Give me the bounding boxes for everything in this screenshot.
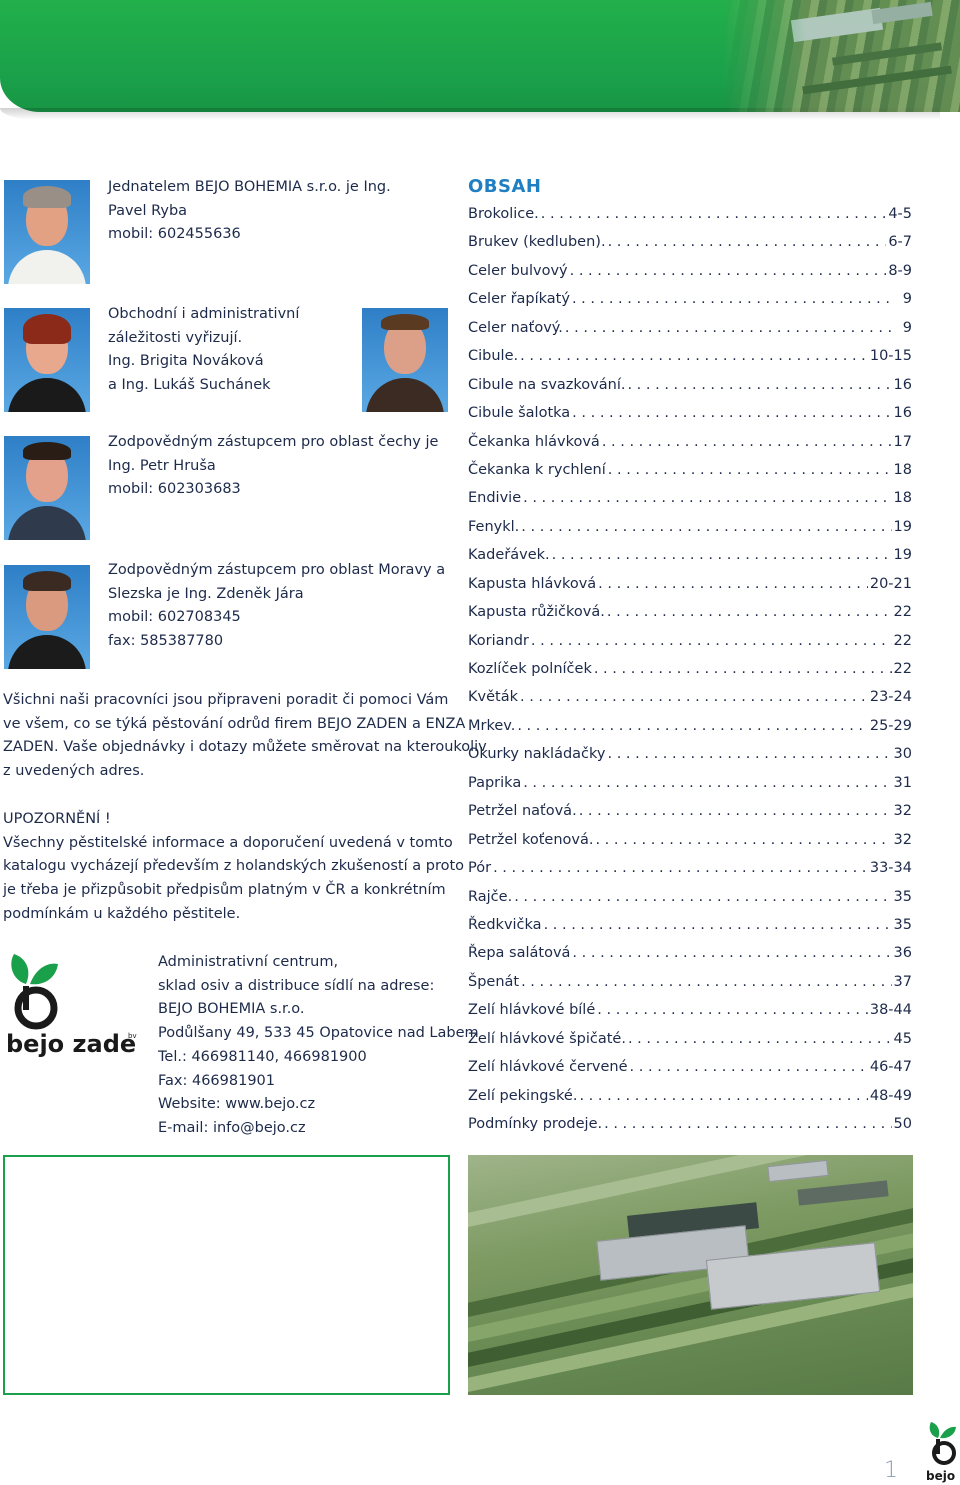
toc-leader-dots [604,1116,891,1132]
toc-entry-page: 22 [893,632,912,649]
toc-entry [468,661,912,689]
toc-entry-page: 9 [902,319,912,336]
text-line: Ing. Petr Hruša [108,457,216,474]
toc-entry [468,974,912,1002]
text-line: Zodpovědným zástupcem pro oblast Moravy a [108,562,446,578]
toc-entry-page: 22 [893,604,912,621]
text-line: podmínkám u každého pěstitele. [3,905,241,922]
toc-leader-dots [572,405,891,421]
toc-entry [468,860,912,888]
toc-entry [468,320,912,348]
toc-leader-dots [572,291,894,307]
toc-entry [468,263,912,291]
toc-entry-page: 4-5 [888,206,912,222]
toc-entry [468,519,912,547]
toc-entry-page: 32 [893,831,912,848]
intro-paragraph [3,689,487,784]
toc-entry-page: 31 [893,774,912,791]
fax: Fax: 466981901 [158,1072,275,1089]
text-line: Pavel Ryba [108,202,188,219]
toc-entry-page: 23-24 [869,689,912,706]
toc-leader-dots [579,1088,867,1104]
toc-leader-dots [570,263,887,279]
logo-wordmark: bejo zade [6,1030,137,1058]
street-address: Podůlšany 49, 533 45 Opatovice nad Labem [158,1025,479,1042]
toc-entry-name: Zelí pekingské. [468,1087,578,1104]
portrait-lukas-suchanek [362,308,448,412]
toc-entry [468,889,912,917]
toc-entry-page: 10-15 [869,348,912,365]
portrait-pavel-ryba [4,180,90,284]
toc-entry-page: 6-7 [888,234,912,251]
bejo-zaden-logo [4,950,138,1058]
company-name: BEJO BOHEMIA s.r.o. [158,1001,305,1018]
toc-leader-dots [541,206,887,222]
text-line: Všechny pěstitelské informace a doporučení uvedená v tomto [3,834,453,851]
toc-entry-name: Zelí hlávkové špičaté. [468,1030,626,1047]
toc-leader-dots [565,320,894,336]
text-line: mobil: 602303683 [108,481,241,498]
text-line: z uvedených adres. [3,763,145,780]
toc-entry [468,689,912,717]
website: Website: www.bejo.cz [158,1096,316,1113]
toc-entry [468,462,912,490]
toc-entry-page: 25-29 [869,717,912,734]
toc-entry-page: 45 [893,1030,912,1047]
toc-entry-name: Kapusta růžičková. [468,604,605,621]
bejo-small-logo [924,1420,960,1484]
toc-entry-name: Celer řapíkatý [468,291,570,308]
toc-entry-name: Petržel koťenová. [468,831,594,848]
toc-entry [468,775,912,803]
email: E-mail: info@bejo.cz [158,1119,306,1136]
toc-leader-dots [517,718,868,734]
text-line: katalogu vycházejí především z holandských zkušeností a proto [3,858,465,875]
toc-entry-page: 46-47 [869,1059,912,1076]
table-of-contents [468,206,912,1144]
toc-entry-page: 30 [893,746,912,763]
toc-leader-dots [521,974,891,990]
toc-leader-dots [607,604,892,620]
toc-entry-page: 19 [893,547,912,564]
toc-entry-name: Brukev (kedluben). [468,234,606,251]
text-line: Ing. Brigita Nováková [108,353,264,370]
toc-entry-name: Celer naťový. [468,319,563,336]
text-line: mobil: 602455636 [108,226,241,243]
aerial-photo-headquarters [468,1155,913,1395]
toc-entry-name: Okurky nakládačky [468,746,606,763]
toc-entry-name: Fenykl. [468,518,520,535]
toc-leader-dots [544,917,892,933]
toc-entry-page: 32 [893,803,912,820]
toc-entry [468,604,912,632]
toc-entry [468,718,912,746]
toc-entry [468,746,912,774]
toc-leader-dots [523,490,891,506]
toc-entry-name: Ředkvička [468,916,542,933]
toc-entry-name: Zelí hlávkové bílé [468,1002,596,1019]
toc-entry-page: 8-9 [888,262,912,279]
contact-administration [108,303,299,398]
text-line: fax: 585387780 [108,633,224,650]
toc-entry [468,348,912,376]
toc-leader-dots [514,889,891,905]
toc-entry [468,832,912,860]
toc-entry-page: 18 [893,490,912,507]
toc-entry [468,803,912,831]
portrait-zdenek-jara [4,565,90,669]
toc-entry [468,1031,912,1059]
toc-entry [468,576,912,604]
toc-leader-dots [520,348,868,364]
text-line: a Ing. Lukáš Suchánek [108,377,271,394]
toc-entry-page: 18 [893,461,912,478]
phone: Tel.: 466981140, 466981900 [158,1048,367,1065]
toc-entry-page: 9 [902,291,912,308]
notice-heading: UPOZORNĚNÍ ! [3,811,111,827]
toc-entry-name: Kozlíček polníček [468,661,592,677]
toc-entry-page: 38-44 [869,1002,912,1019]
text-line: Obchodní i administrativní [108,306,300,322]
text-line: Zodpovědným zástupcem pro oblast čechy je [108,434,439,450]
toc-leader-dots [598,576,868,592]
toc-leader-dots [594,661,892,677]
toc-entry-page: 22 [893,661,912,677]
toc-entry-name: Cibule. [468,348,519,365]
toc-entry-page: 35 [893,916,912,933]
toc-entry [468,377,912,405]
text-line: ve všem, co se týká pěstování odrůd firem BEJO ZADEN a ENZA [3,715,466,732]
toc-leader-dots [521,519,891,535]
toc-leader-dots [531,633,892,649]
toc-entry-name: Špenát [468,973,520,990]
toc-entry-page: 33-34 [869,860,912,877]
toc-leader-dots [552,547,892,563]
text-line: sklad osiv a distribuce sídlí na adrese: [158,977,435,994]
toc-leader-dots [493,860,868,876]
toc-entry-name: Mrkev. [468,717,516,734]
toc-entry-name: Cibule šalotka [468,405,571,422]
text-line: ZADEN. Vaše objednávky i dotazy můžete směrovat na kteroukoliv [3,739,487,756]
page-number: 1 [884,1458,898,1483]
toc-leader-dots [572,945,891,961]
toc-entry-page: 19 [893,518,912,535]
toc-entry [468,234,912,262]
toc-entry-name: Čekanka hlávková [468,433,600,450]
toc-entry [468,291,912,319]
toc-entry [468,1116,912,1144]
toc-entry [468,633,912,661]
toc-entry-page: 20-21 [869,575,912,592]
toc-entry [468,1059,912,1087]
toc-leader-dots [597,1002,868,1018]
toc-entry-name: Rajče. [468,888,513,905]
toc-leader-dots [595,832,891,848]
toc-entry-name: Zelí hlávkové červené [468,1059,628,1076]
toc-entry [468,917,912,945]
toc-entry-page: 48-49 [869,1087,912,1104]
toc-entry-name: Paprika [468,774,522,791]
address-block [158,951,479,1141]
toc-leader-dots [523,775,891,791]
toc-entry [468,1088,912,1116]
toc-leader-dots [608,462,892,478]
toc-entry-page: 36 [893,945,912,962]
toc-entry-name: Endivie [468,490,522,507]
toc-entry-name: Podmínky prodeje. [468,1116,603,1132]
toc-leader-dots [608,746,892,762]
toc-entry-name: Cibule na svazkování. [468,376,626,393]
contact-director [108,176,391,247]
toc-entry-name: Petržel naťová. [468,803,577,820]
toc-entry-name: Květák [468,689,518,706]
toc-leader-dots [579,803,892,819]
text-line: Všichni naši pracovníci jsou připraveni poradit či pomoci Vám [3,692,449,708]
toc-leader-dots [520,689,868,705]
toc-entry-name: Brokolice. [468,206,539,222]
text-line: záležitosti vyřizují. [108,329,243,346]
small-logo-wordmark: bejo [926,1469,956,1483]
logo-suffix: bv [128,1032,137,1040]
text-line: Jednatelem BEJO BOHEMIA s.r.o. je Ing. [108,179,391,195]
toc-entry-name: Kadeřávek. [468,547,550,564]
toc-entry [468,405,912,433]
toc-entry-name: Čekanka k rychlení [468,461,606,478]
toc-entry-page: 50 [893,1116,912,1132]
portrait-petr-hrusa [4,436,90,540]
toc-entry-name: Pór [468,860,492,877]
toc-leader-dots [627,377,891,393]
toc-entry-page: 37 [893,973,912,990]
toc-entry [468,490,912,518]
header-aerial-photo [722,0,960,112]
toc-leader-dots [608,234,887,250]
toc-leader-dots [630,1059,868,1075]
toc-entry-name: Řepa salátová [468,945,571,962]
portrait-brigita-novakova [4,308,90,412]
text-line: Slezska je Ing. Zdeněk Jára [108,585,304,602]
empty-green-frame [3,1155,450,1395]
toc-entry-page: 16 [893,376,912,393]
toc-entry [468,1002,912,1030]
toc-leader-dots [602,434,892,450]
toc-entry [468,434,912,462]
toc-title: OBSAH [468,176,542,197]
notice-paragraph [3,808,464,927]
toc-entry-name: Kapusta hlávková [468,575,597,592]
toc-leader-dots [628,1031,892,1047]
toc-entry [468,945,912,973]
contact-bohemia [108,431,438,502]
text-line: mobil: 602708345 [108,609,241,626]
toc-entry-name: Celer bulvový [468,262,568,279]
toc-entry-name: Koriandr [468,632,529,649]
text-line: je třeba je přizpůsobit předpisům platným v ČR a konkrétním [3,882,446,899]
toc-entry-page: 16 [893,405,912,422]
toc-entry [468,206,912,234]
contact-moravia [108,559,445,654]
toc-entry-page: 17 [893,433,912,450]
text-line: Administrativní centrum, [158,954,339,970]
toc-entry [468,547,912,575]
toc-entry-page: 35 [893,888,912,905]
